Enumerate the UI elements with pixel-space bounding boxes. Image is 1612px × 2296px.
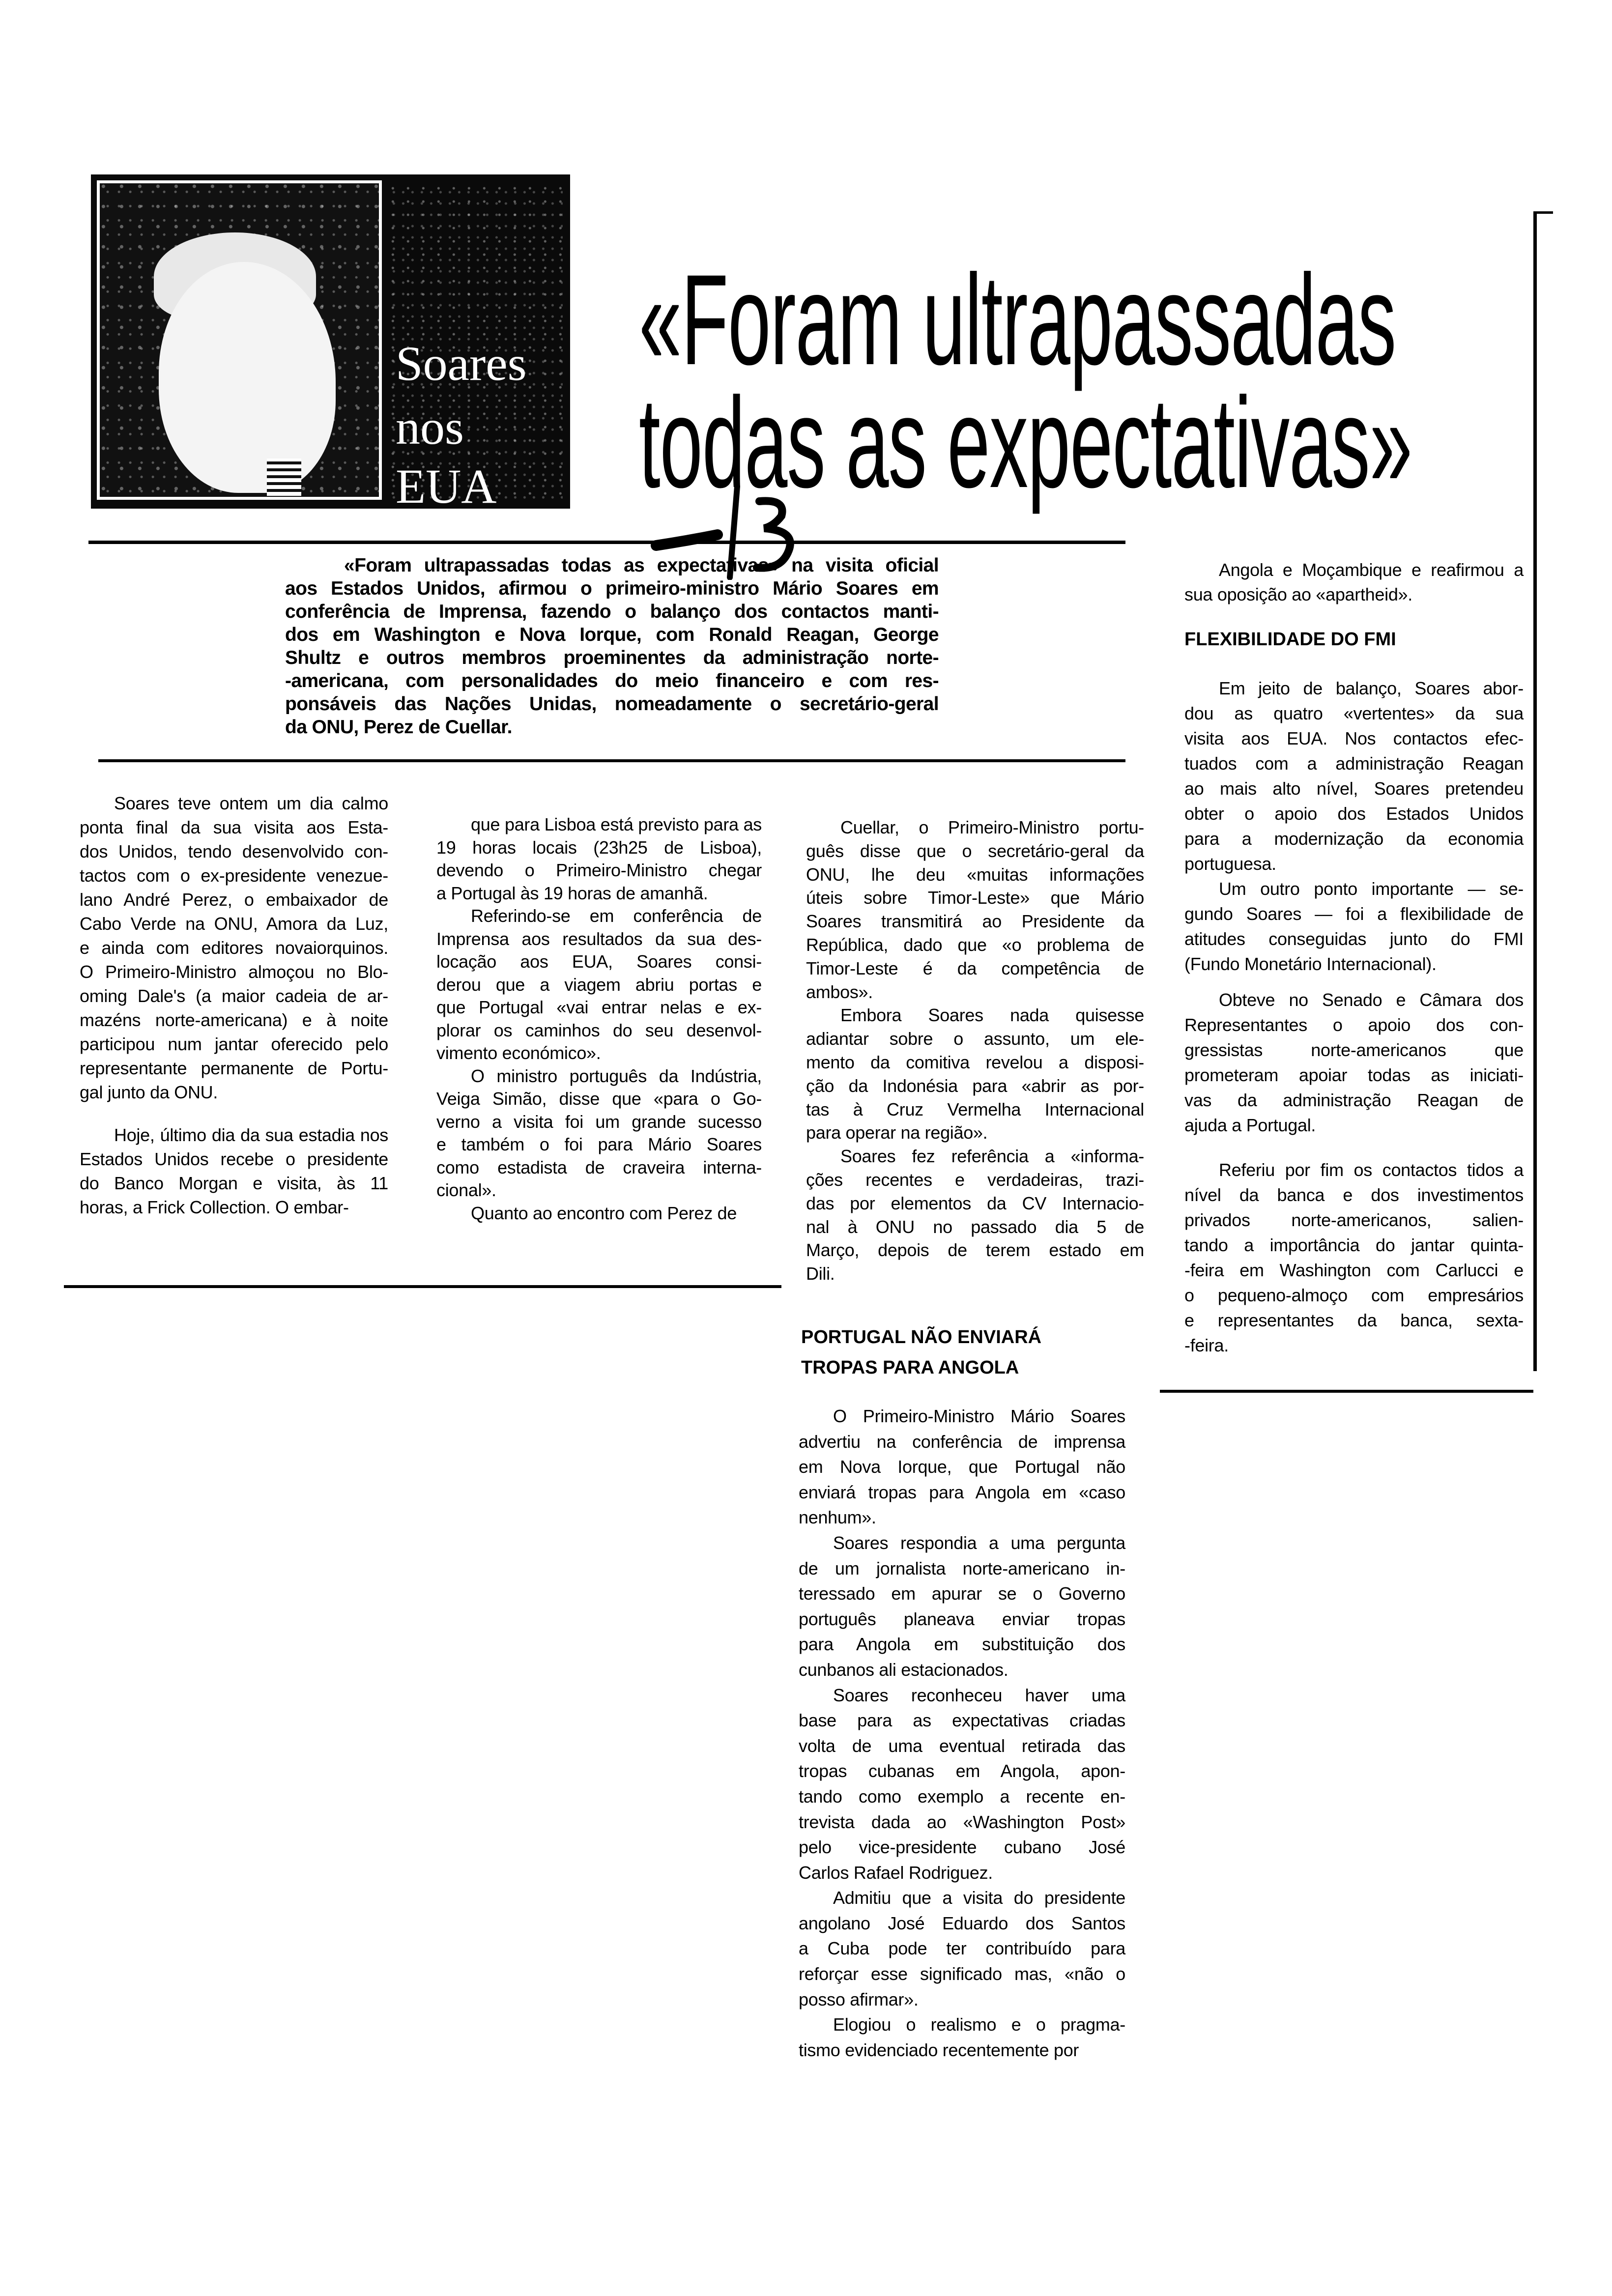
text-line: mazéns norte-americana) e à noite [80,1010,388,1030]
text-line: enviará tropas para Angola em «caso [799,1482,1125,1502]
column-3 [806,816,1144,1286]
text-line: 19 horas locais (23h25 de Lisboa), [436,837,762,858]
text-line: verno a visita foi um grande sucesso [436,1111,762,1132]
text-line: ções recentes e verdadeiras, trazi- [806,1169,1144,1190]
paragraph [1184,876,1524,976]
text-line: gundo Soares — foi a flexibilidade de [1184,904,1524,924]
text-line: Hoje, último dia da sua estadia nos [114,1125,388,1145]
paragraph [436,813,762,905]
text-line: Angola e Moçambique e reafirmou a [1219,560,1524,580]
paragraph [80,1123,388,1219]
text-line: O ministro português da Indústria, [471,1065,762,1086]
paragraph [285,554,939,739]
text-line: devendo o Primeiro-Ministro chegar [436,860,762,880]
text-line: da ONU, Perez de Cuellar. [285,717,512,738]
text-line: para Angola em substituição dos [799,1634,1125,1655]
text-line: cunbanos ali estacionados. [799,1659,1008,1680]
column-3-angola [799,1404,1125,2063]
text-line: guês disse que o secretário-geral da [806,840,1144,861]
headline-line-1: «Foram ultrapassadas [639,248,1396,392]
text-line: representante permanente de Portu- [80,1058,388,1078]
text-line: o pequeno-almoço com empresários [1184,1285,1524,1305]
text-line: úteis sobre Timor-Leste» que Mário [806,888,1144,908]
text-line: ponta final da sua visita aos Esta- [80,817,388,837]
text-line: como estadista de craveira interna- [436,1157,762,1177]
photo-soares-nos-eua [91,174,570,514]
text-line: volta de uma eventual retirada das [799,1735,1125,1756]
paragraph [1184,987,1524,1138]
text-line: conferência de Imprensa, fazendo o balanço dos contactos manti- [285,601,939,622]
text-line: «Foram ultrapassadas todas as expectativas» na visita oficial [344,555,939,576]
subhead-angola-line-2: TROPAS PARA ANGOLA [801,1357,1019,1378]
text-line: Cuellar, o Primeiro-Ministro portu- [840,817,1144,837]
text-line: Imprensa aos resultados da sua des- [436,928,762,949]
text-line: Timor-Leste é da competência de [806,958,1144,978]
rule-right-border [1533,211,1537,1371]
text-line: para a modernização da economia [1184,829,1524,849]
text-line: (Fundo Monetário Internacional). [1184,954,1437,974]
text-line: advertiu na conferência de imprensa [799,1431,1125,1452]
column-4-fmi [1184,676,1524,1358]
text-line: -feira. [1184,1335,1229,1355]
text-line: Referindo-se em conferência de [471,906,762,926]
text-line: pelo vice-presidente cubano José [799,1837,1125,1858]
text-line: ao mais alto nível, Soares pretendeu [1184,778,1524,799]
text-line: e também o foi para Mário Soares [436,1134,762,1154]
text-line: do Banco Morgan e visita, às 11 [80,1173,388,1193]
text-line: posso afirmar». [799,1989,919,2009]
text-line: Estados Unidos recebe o presidente [80,1149,388,1169]
text-line: -feira em Washington com Carlucci e [1184,1260,1524,1280]
column-1 [80,791,388,1219]
text-line: das por elementos da CV Internacio- [806,1193,1144,1213]
paragraph [436,1202,762,1225]
column-4-top [1184,558,1524,607]
text-line: Veiga Simão, disse que «para o Go- [436,1089,762,1109]
text-line: ONU, lhe deu «muitas informações [806,864,1144,885]
rule-under-lead [98,759,1125,762]
text-line: e ainda com editores novaiorquinos. [80,938,388,958]
kicker-soares: Soares [396,336,527,391]
text-line: aos Estados Unidos, afirmou o primeiro-ministro Mário Soares em [285,578,939,599]
text-line: derou que a viagem abriu portas e [436,974,762,995]
rule-under-fmi [1160,1390,1533,1393]
text-line: Cabo Verde na ONU, Amora da Luz, [80,914,388,934]
text-line: tropas cubanas em Angola, apon- [799,1761,1125,1781]
text-line: para operar na região». [806,1122,988,1143]
text-line: Em jeito de balanço, Soares abor- [1219,678,1524,698]
text-line: base para as expectativas criadas [799,1710,1125,1731]
paragraph [799,1885,1125,2012]
text-line: Março, depois de terem estado em [806,1240,1144,1261]
subhead-angola-line-1: PORTUGAL NÃO ENVIARÁ [801,1327,1042,1348]
text-line: Elogiou o realismo e o pragma- [833,2014,1125,2035]
text-line: adiantar sobre o assunto, um ele- [806,1029,1144,1049]
text-line: privados norte-americanos, salien- [1184,1210,1524,1230]
paragraph [806,816,1144,1004]
text-line: Soares respondia a uma pergunta [833,1532,1125,1553]
text-line: trevista dada ao «Washington Post» [799,1811,1125,1832]
paragraph [799,1404,1125,1530]
text-line: tando a importância do jantar quinta- [1184,1235,1524,1255]
text-line: que Portugal «vai entrar nelas e ex- [436,997,762,1017]
paragraph [799,2012,1125,2063]
text-line: cional». [436,1180,496,1200]
text-line: nível da banca e dos investimentos [1184,1185,1524,1205]
text-line: Carlos Rafael Rodriguez. [799,1862,993,1883]
text-line: tactos com o ex-presidente venezue- [80,865,388,886]
kicker-nos: nos [396,400,464,455]
text-line: -americana, com personalidades do meio financeiro e com res- [285,670,939,691]
text-line: lano André Perez, o embaixador de [80,890,388,910]
text-line: a Portugal às 19 horas de amanhã. [436,883,708,903]
text-line: de um jornalista norte-americano in- [799,1558,1125,1578]
text-line: atitudes conseguidas junto do FMI [1184,929,1524,949]
text-line: Soares teve ontem um dia calmo [114,793,388,813]
text-line: ção da Indonésia para «abrir as por- [806,1075,1144,1096]
text-line: mento da comitiva revelou a disposi- [806,1052,1144,1072]
portrait-tie [267,459,301,500]
text-line: ajuda a Portugal. [1184,1115,1316,1135]
text-line: tismo evidenciado recentemente por [799,2039,1079,2060]
text-line: Obteve no Senado e Câmara dos [1219,990,1524,1010]
text-line: ambos». [806,981,873,1002]
text-line: Referiu por fim os contactos tidos a [1219,1160,1524,1180]
text-line: reforçar esse significado mas, «não o [799,1964,1125,1984]
text-line: e representantes da banca, sexta- [1184,1310,1524,1330]
text-line: dos em Washington e Nova Iorque, com Ronald Reagan, George [285,624,939,645]
text-line: sua oposição ao «apartheid». [1184,584,1412,604]
text-line: Soares transmitirá ao Presidente da [806,911,1144,932]
portrait-photo [97,180,382,500]
text-line: teressado em apurar se o Governo [799,1583,1125,1604]
text-line: Shultz e outros membros proeminentes da administração norte- [285,647,939,668]
headline-line-2: todas as expectativas» [639,371,1412,515]
text-line: Representantes o apoio dos con- [1184,1015,1524,1035]
text-line: português planeava enviar tropas [799,1608,1125,1629]
text-line: Um outro ponto importante — se- [1219,879,1524,899]
text-line: em Nova Iorque, que Portugal não [799,1457,1125,1477]
paragraph [799,1683,1125,1886]
text-line: nenhum». [799,1507,876,1528]
text-line: gressistas norte-americanos que [1184,1040,1524,1060]
paragraph [799,1530,1125,1683]
text-line: obter o apoio dos Estados Unidos [1184,804,1524,824]
text-line: angolano José Eduardo dos Santos [799,1913,1125,1933]
text-line: que para Lisboa está previsto para as [471,814,762,834]
text-line: Soares reconheceu haver uma [833,1685,1125,1705]
subhead-fmi: FLEXIBILIDADE DO FMI [1184,629,1396,650]
text-line: dou as quatro «vertentes» da sua [1184,703,1524,723]
paragraph [80,791,388,1104]
paragraph [806,1004,1144,1145]
paragraph [1184,1157,1524,1358]
text-line: prometeram apoiar todas as iniciati- [1184,1065,1524,1085]
text-line: nal à ONU no passado dia 5 de [806,1216,1144,1237]
text-line: Quanto ao encontro com Perez de [471,1203,737,1223]
text-line: locação aos EUA, Soares consi- [436,951,762,972]
text-line: O Primeiro-Ministro Mário Soares [833,1406,1125,1426]
text-line: República, dado que «o problema de [806,934,1144,955]
paragraph [436,905,762,1065]
text-line: tando como exemplo a recente en- [799,1786,1125,1807]
rule-right-corner [1533,211,1553,214]
text-line: portuguesa. [1184,854,1276,874]
text-line: a Cuba pode ter contribuído para [799,1938,1125,1959]
kicker-eua: EUA [396,459,497,514]
text-line: oming Dale's (a maior cadeia de ar- [80,986,388,1006]
text-line: vas da administração Reagan de [1184,1090,1524,1110]
text-line: dos Unidos, tendo desenvolvido con- [80,841,388,861]
rule-under-columns [64,1285,781,1288]
text-line: Soares fez referência a «informa- [840,1146,1144,1167]
text-line: ponsáveis das Nações Unidas, nomeadamente o secretário-geral [285,693,939,715]
rule-under-headline [88,541,1125,544]
column-2 [436,813,762,1225]
text-line: gal junto da ONU. [80,1082,218,1102]
text-line: plorar os caminhos do seu desenvol- [436,1020,762,1040]
text-line: tas à Cruz Vermelha Internacional [806,1099,1144,1119]
paragraph [436,1065,762,1202]
text-line: tuados com a administração Reagan [1184,753,1524,774]
text-line: Embora Soares nada quisesse [840,1005,1144,1026]
text-line: horas, a Frick Collection. O embar- [80,1197,349,1217]
lead-paragraph [285,554,939,739]
text-line: O Primeiro-Ministro almoçou no Blo- [80,962,388,982]
paragraph [1184,676,1524,876]
text-line: visita aos EUA. Nos contactos efec- [1184,728,1524,748]
text-line: vimento económico». [436,1043,601,1063]
subhead-angola [801,1322,1041,1383]
paragraph [806,1145,1144,1286]
text-line: Dili. [806,1263,835,1284]
text-line: Admitiu que a visita do presidente [833,1888,1125,1908]
paragraph [1184,558,1524,607]
text-line: participou num jantar oferecido pelo [80,1034,388,1054]
